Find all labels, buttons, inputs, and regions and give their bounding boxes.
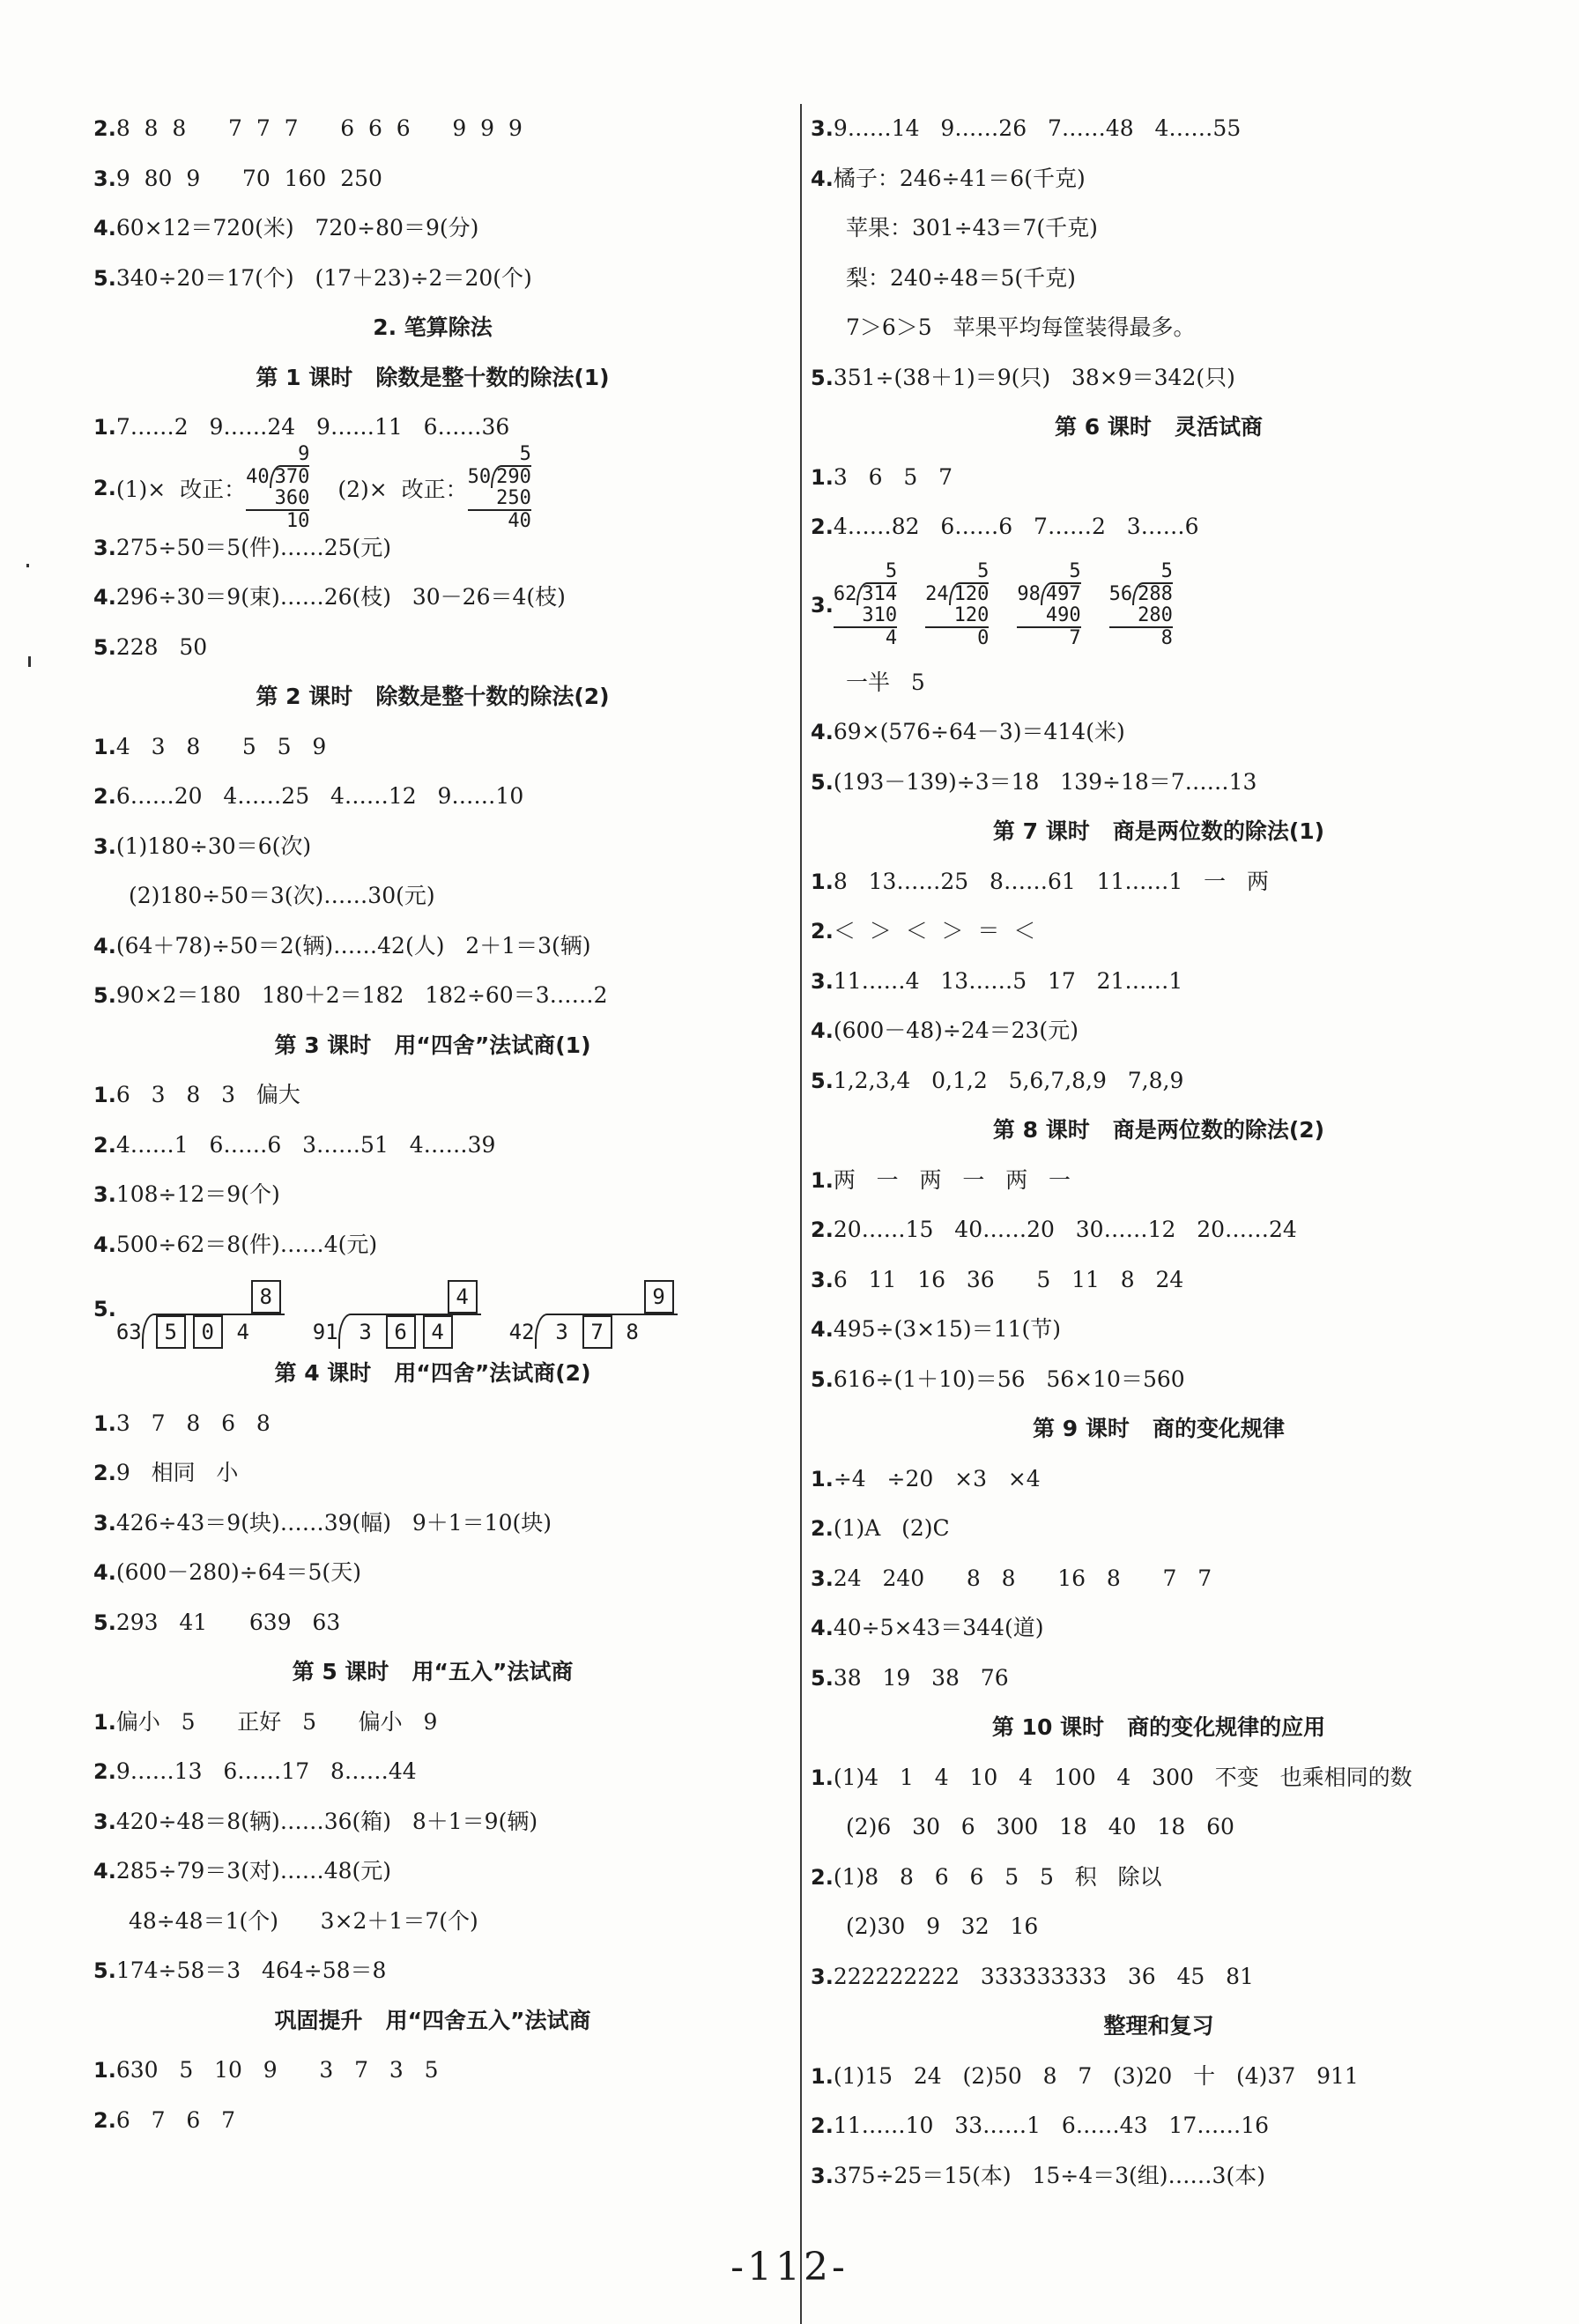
answer-line — [811, 254, 1507, 304]
answer-line — [93, 1499, 772, 1549]
dividend: 497 — [1041, 582, 1081, 605]
long-division — [834, 561, 897, 649]
answer-text: 495÷(3×15)＝11(节) — [833, 1316, 1061, 1342]
long-division — [468, 444, 531, 532]
answer-line — [811, 502, 1507, 552]
divisor: 91 — [312, 1320, 338, 1344]
section-heading: 第 9 课时 商的变化规律 — [1033, 1416, 1285, 1441]
answer-line — [811, 907, 1507, 957]
dividend: 314 — [856, 582, 897, 605]
answer-text: ÷4 ÷20 ×3 ×4 — [833, 1465, 1041, 1491]
long-division — [246, 444, 309, 532]
division-row — [1109, 582, 1173, 605]
answer-line — [811, 1305, 1507, 1355]
question-number: 2. — [811, 1218, 834, 1242]
question-number: 2. — [93, 1132, 116, 1158]
question-number: 4. — [811, 1018, 834, 1043]
answer-line — [93, 921, 772, 972]
answer-text: 426÷43＝9(块)……39(幅) 9＋1＝10(块) — [115, 1509, 552, 1536]
answer-line — [811, 857, 1507, 907]
answer-line — [811, 552, 1507, 658]
quotient-row — [509, 1280, 678, 1314]
answer-text: 9 相同 小 — [115, 1460, 239, 1485]
section-heading: 第 1 课时 除数是整十数的除法(1) — [256, 364, 610, 390]
question-number: 5. — [93, 1297, 116, 1321]
quotient-row — [116, 1280, 285, 1314]
answer-line — [93, 1797, 772, 1847]
question-number: 5. — [93, 634, 116, 660]
remainder: 4 — [834, 626, 897, 649]
question-number: 2. — [811, 2113, 834, 2138]
dividend — [142, 1314, 285, 1349]
question-number: 2. — [93, 475, 116, 500]
digit: 4 — [236, 1320, 249, 1344]
division-row — [116, 1314, 285, 1349]
digit: 3 — [555, 1320, 568, 1344]
answer-text: 351÷(38＋1)＝9(只) 38×9＝342(只) — [833, 364, 1235, 390]
answer-text: 20……15 40……20 30……12 20……24 — [833, 1217, 1297, 1242]
divisor: 42 — [508, 1320, 535, 1344]
question-number: 4. — [93, 216, 116, 241]
answer-text: 7＞6＞5 苹果平均每筐装得最多。 — [846, 315, 1196, 340]
digit: 3 — [359, 1320, 372, 1344]
answer-text: 222222222 333333333 36 45 81 — [833, 1963, 1254, 1989]
question-number: 5. — [93, 1958, 116, 1983]
answer-line — [811, 154, 1507, 204]
answer-text: (1)8 8 6 6 5 5 积 除以 — [833, 1863, 1162, 1890]
answer-line — [93, 2096, 772, 2146]
answer-text: 3 6 5 7 — [833, 463, 953, 490]
divisor: 98 — [1017, 582, 1041, 605]
answer-text: 60×12＝720(米) 720÷80＝9(分) — [115, 215, 479, 241]
long-division — [925, 561, 989, 649]
quotient-box: 9 — [644, 1280, 674, 1314]
digit-box: 6 — [386, 1315, 416, 1349]
answer-line — [93, 1946, 772, 1996]
answer-text: 38 19 38 76 — [833, 1664, 1009, 1691]
section-heading: 第 6 课时 灵活试商 — [1055, 414, 1263, 440]
remainder: 10 — [246, 509, 309, 532]
product: 310 — [862, 603, 898, 626]
question-number: 3. — [811, 116, 834, 141]
quotient-box: 4 — [448, 1280, 478, 1314]
answer-line — [93, 623, 772, 673]
answer-text: 9……14 9……26 7……48 4……55 — [833, 115, 1242, 141]
question-number: 2. — [93, 116, 116, 141]
dividend: 290 — [491, 465, 531, 488]
right-column — [811, 104, 1507, 2201]
page-number: -112- — [730, 2245, 849, 2290]
section-heading: 第 2 课时 除数是整十数的除法(2) — [256, 684, 610, 709]
answer-text: 4……82 6……6 7……2 3……6 — [833, 514, 1199, 539]
answer-text: 375÷25＝15(本) 15÷4＝3(组)……3(本) — [833, 2162, 1265, 2188]
quotient: 9 — [298, 442, 310, 465]
answer-text: (2)180÷50＝3(次)……30(元) — [129, 883, 435, 908]
answer-line — [93, 822, 772, 872]
answer-text: 11……10 33……1 6……43 17……16 — [833, 2113, 1270, 2138]
question-number: 1. — [811, 1765, 834, 1790]
question-number: 2. — [93, 784, 116, 809]
answer-text: (64＋78)÷50＝2(辆)……42(人) 2＋1＝3(辆) — [115, 932, 591, 958]
answer-line — [93, 1399, 772, 1449]
answer-text: 275÷50＝5(件)……25(元) — [115, 534, 392, 560]
answer-line — [811, 204, 1507, 254]
answer-line — [93, 1448, 772, 1499]
answer-text: 40÷5×43＝344(道) — [833, 1615, 1044, 1640]
quotient-box: 8 — [251, 1280, 281, 1314]
question-number: 2. — [93, 1759, 116, 1784]
question-number: 1. — [93, 1410, 116, 1436]
column-divider — [800, 104, 802, 2324]
answer-text: 6 7 6 7 — [115, 2106, 235, 2133]
question-number: 1. — [93, 734, 116, 759]
answer-line — [93, 772, 772, 822]
left-column — [93, 104, 772, 2145]
answer-text: 9 80 9 70 160 250 — [115, 165, 382, 191]
dividend — [338, 1314, 481, 1349]
question-number: 1. — [93, 2058, 116, 2083]
boxed-division — [509, 1280, 678, 1349]
answer-text: 9……13 6……17 8……44 — [115, 1758, 417, 1784]
answer-text: 340÷20＝17(个) (17＋23)÷2＝20(个) — [115, 264, 532, 291]
division-row — [925, 582, 989, 605]
answer-line — [811, 1554, 1507, 1604]
question-number: 5. — [811, 365, 834, 390]
answer-text: 8 13……25 8……61 11……1 一 两 — [833, 868, 1269, 894]
divisor: 50 — [467, 465, 492, 488]
answer-line — [811, 1006, 1507, 1056]
question-number: 4. — [93, 1232, 116, 1257]
question-number: 5. — [93, 265, 116, 291]
answer-text: 6 11 16 36 5 11 8 24 — [833, 1266, 1184, 1292]
digit-box: 4 — [423, 1315, 453, 1349]
dividend — [535, 1314, 678, 1349]
question-number: 4. — [811, 1616, 834, 1640]
boxed-division — [313, 1280, 481, 1349]
product: 280 — [1138, 603, 1173, 626]
answer-text: 8 8 8 7 7 7 6 6 6 9 9 9 — [115, 115, 523, 141]
question-number: 3. — [93, 1809, 116, 1834]
quotient-row — [313, 1280, 481, 1314]
answer-text: (1)A (2)C — [833, 1515, 950, 1541]
product: 120 — [953, 603, 990, 626]
answer-text: 296÷30＝9(束)……26(枝) 30－26＝4(枝) — [115, 584, 566, 610]
answer-text: (1)× 改正： — [115, 476, 247, 502]
digit-box: 5 — [156, 1315, 186, 1349]
division-row — [246, 465, 309, 488]
answer-line — [811, 353, 1507, 403]
scan-mark — [28, 656, 31, 667]
digit-box: 7 — [582, 1315, 612, 1349]
product: 490 — [1045, 603, 1081, 626]
question-number: 3. — [811, 1565, 834, 1591]
question-number: 2. — [93, 1461, 116, 1485]
answer-line — [811, 957, 1507, 1007]
question-number: 1. — [93, 1083, 116, 1107]
section-heading: 第 5 课时 用“五入”法试商 — [292, 1659, 574, 1684]
quotient: 5 — [977, 559, 990, 582]
answer-line — [93, 1548, 772, 1598]
question-number: 1. — [811, 1167, 834, 1193]
dividend: 288 — [1132, 582, 1173, 605]
answer-line — [93, 1121, 772, 1171]
answer-line — [93, 204, 772, 254]
answer-line — [811, 658, 1507, 708]
question-number: 4. — [93, 585, 116, 610]
answer-line — [93, 442, 772, 532]
answer-text: 6 3 8 3 偏大 — [115, 1082, 300, 1107]
answer-text: 橘子：246÷41＝6(千克) — [833, 165, 1086, 191]
answer-line — [93, 1070, 772, 1121]
answer-line — [93, 871, 772, 921]
answer-text: (600－48)÷24＝23(元) — [833, 1018, 1079, 1043]
answer-text: (600－280)÷64＝5(天) — [115, 1559, 361, 1585]
question-number: 3. — [93, 535, 116, 560]
answer-text: (1)15 24 (2)50 8 7 (3)20 十 (4)37 911 — [833, 2062, 1359, 2089]
remainder: 40 — [468, 509, 531, 532]
division-row — [1017, 582, 1080, 605]
answer-text: 4 3 8 5 5 9 — [115, 733, 327, 759]
divisor: 40 — [246, 465, 270, 488]
question-number: 4. — [93, 933, 116, 958]
question-number: 3. — [93, 1182, 116, 1207]
answer-line — [93, 573, 772, 623]
remainder: 0 — [925, 626, 989, 649]
question-number: 5. — [811, 1366, 834, 1392]
answer-text: (1)4 1 4 10 4 100 4 300 不变 也乘相同的数 — [833, 1764, 1412, 1790]
answer-line — [93, 1698, 772, 1748]
answer-text: 偏小 5 正好 5 偏小 9 — [115, 1708, 438, 1735]
answer-line — [811, 1454, 1507, 1505]
question-number: 5. — [93, 1610, 116, 1635]
question-number: 3. — [811, 2163, 834, 2188]
question-number: 3. — [93, 1510, 116, 1536]
product: 360 — [274, 486, 310, 509]
long-division — [1109, 561, 1173, 649]
section-heading: 第 8 课时 商是两位数的除法(2) — [992, 1117, 1325, 1143]
quotient: 5 — [1069, 559, 1081, 582]
answer-line — [93, 1598, 772, 1648]
divisor: 56 — [1108, 582, 1133, 605]
answer-line — [811, 1753, 1507, 1803]
answer-text: 24 240 8 8 16 8 7 7 — [833, 1565, 1212, 1591]
answer-line — [93, 1220, 772, 1270]
question-number: 4. — [93, 1560, 116, 1585]
quotient: 5 — [885, 559, 898, 582]
answer-line — [811, 758, 1507, 808]
answer-text: ＜ ＞ ＜ ＞ ＝ ＜ — [833, 918, 1036, 944]
question-number: 2. — [811, 514, 834, 539]
divisor: 63 — [115, 1320, 142, 1344]
answer-text: 630 5 10 9 3 7 3 5 — [115, 2057, 439, 2083]
answer-text: 174÷58＝3 464÷58＝8 — [115, 1958, 387, 1983]
question-number: 5. — [811, 1068, 834, 1093]
answer-text: 285÷79＝3(对)……48(元) — [115, 1858, 392, 1884]
answer-text: 苹果：301÷43＝7(千克) — [846, 215, 1098, 241]
section-heading: 第 3 课时 用“四舍”法试商(1) — [274, 1032, 591, 1058]
question-number: 1. — [811, 1466, 834, 1491]
answer-line — [93, 154, 772, 204]
answer-line — [811, 1654, 1507, 1704]
answer-line — [811, 453, 1507, 503]
question-number: 1. — [811, 464, 834, 490]
answer-line — [811, 1902, 1507, 1952]
answer-text: (193－139)÷3＝18 139÷18＝7……13 — [833, 768, 1257, 795]
dividend: 370 — [270, 465, 310, 488]
digit-box: 0 — [193, 1315, 223, 1349]
answer-text: 500÷62＝8(件)……4(元) — [115, 1231, 378, 1257]
answer-line — [93, 1897, 772, 1947]
answer-line — [811, 1255, 1507, 1306]
product: 250 — [496, 486, 531, 509]
remainder: 8 — [1109, 626, 1173, 649]
answer-line — [811, 1355, 1507, 1405]
answer-line — [811, 1156, 1507, 1206]
divisor: 24 — [925, 582, 949, 605]
remainder: 7 — [1017, 626, 1080, 649]
division-row — [509, 1314, 678, 1349]
answer-line — [811, 1603, 1507, 1654]
answer-text: 48÷48＝1(个) 3×2＋1＝7(个) — [129, 1907, 478, 1934]
answer-line — [93, 254, 772, 304]
scan-mark — [26, 564, 29, 567]
question-number: 4. — [811, 166, 834, 191]
division-row — [834, 582, 897, 605]
quotient: 5 — [1160, 559, 1173, 582]
answer-line — [93, 1747, 772, 1797]
answer-line — [811, 1056, 1507, 1106]
question-number: 3. — [93, 833, 116, 859]
answer-text: 69×(576÷64－3)＝414(米) — [833, 719, 1125, 744]
question-number: 3. — [811, 1267, 834, 1292]
question-number: 3. — [811, 592, 834, 618]
question-number: 1. — [93, 1709, 116, 1735]
answer-line — [93, 403, 772, 453]
section-heading: 2. 笔算除法 — [373, 315, 493, 340]
answer-text: 90×2＝180 180＋2＝182 182÷60＝3……2 — [115, 982, 608, 1008]
section-heading: 第 7 课时 商是两位数的除法(1) — [992, 818, 1325, 844]
question-number: 4. — [93, 1859, 116, 1884]
question-number: 2. — [93, 2107, 116, 2133]
answer-text: 228 50 — [115, 633, 208, 660]
question-number: 3. — [93, 166, 116, 191]
answer-line — [811, 2151, 1507, 2202]
answer-text: (2)6 30 6 300 18 40 18 60 — [846, 1814, 1234, 1839]
answer-text: 4……1 6……6 3……51 4……39 — [115, 1131, 496, 1158]
answer-text: 两 一 两 一 两 一 — [833, 1166, 1071, 1193]
question-number: 3. — [811, 1964, 834, 1989]
answer-line — [93, 2046, 772, 2096]
answer-line — [811, 1853, 1507, 1903]
question-number: 5. — [93, 983, 116, 1008]
question-number: 4. — [811, 720, 834, 744]
answer-line — [811, 707, 1507, 758]
answer-text: 420÷48＝8(辆)……36(箱) 8＋1＝9(辆) — [115, 1808, 538, 1834]
question-number: 4. — [811, 1317, 834, 1342]
answer-line — [811, 104, 1507, 154]
dividend: 120 — [949, 582, 990, 605]
question-number: 3. — [811, 968, 834, 994]
answer-line — [93, 104, 772, 154]
answer-line — [93, 1847, 772, 1897]
long-division — [1017, 561, 1080, 649]
section-heading: 第 10 课时 商的变化规律的应用 — [991, 1714, 1326, 1740]
division-row — [313, 1314, 481, 1349]
divisor: 62 — [833, 582, 857, 605]
answer-text: (2)30 9 32 16 — [846, 1913, 1039, 1939]
question-number: 2. — [811, 919, 834, 944]
answer-text: 梨：240÷48＝5(千克) — [846, 264, 1076, 291]
division-row — [468, 465, 531, 488]
answer-line — [811, 303, 1507, 353]
answer-line — [811, 2052, 1507, 2102]
answer-text: 1,2,3,4 0,1,2 5,6,7,8,9 7,8,9 — [833, 1067, 1184, 1093]
answer-text: 3 7 8 6 8 — [115, 1410, 271, 1436]
digit: 8 — [626, 1320, 639, 1344]
answer-line — [811, 1205, 1507, 1255]
section-heading: 整理和复习 — [1103, 2013, 1214, 2039]
answer-line — [93, 722, 772, 773]
answer-text: 7……2 9……24 9……11 6……36 — [115, 414, 510, 440]
answer-text: 616÷(1＋10)＝56 56×10＝560 — [833, 1366, 1185, 1392]
answer-line — [811, 2101, 1507, 2151]
question-number: 1. — [93, 415, 116, 440]
question-number: 2. — [811, 1516, 834, 1541]
question-number: 2. — [811, 1864, 834, 1890]
answer-text: 6……20 4……25 4……12 9……10 — [115, 783, 524, 809]
answer-line — [811, 1952, 1507, 2002]
answer-line — [93, 1170, 772, 1220]
question-number: 5. — [811, 1665, 834, 1691]
answer-line — [811, 1802, 1507, 1853]
section-heading: 第 4 课时 用“四舍”法试商(2) — [274, 1360, 591, 1386]
answer-line — [93, 971, 772, 1021]
question-number: 1. — [811, 869, 834, 894]
answer-line — [93, 523, 772, 574]
question-number: 1. — [811, 2063, 834, 2089]
answer-text: 11……4 13……5 17 21……1 — [833, 967, 1183, 994]
answer-line — [93, 1269, 772, 1349]
answer-text: 108÷12＝9(个) — [115, 1181, 280, 1207]
answer-text: (1)180÷30＝6(次) — [115, 833, 312, 859]
boxed-division — [116, 1280, 285, 1349]
answer-text: 一半 5 — [846, 669, 925, 695]
answer-line — [811, 1504, 1507, 1554]
section-heading: 巩固提升 用“四舍五入”法试商 — [274, 2007, 591, 2033]
answer-text: (2)× 改正： — [337, 476, 468, 502]
question-number: 5. — [811, 769, 834, 795]
answer-text: 293 41 639 63 — [115, 1609, 341, 1635]
quotient: 5 — [519, 442, 531, 465]
